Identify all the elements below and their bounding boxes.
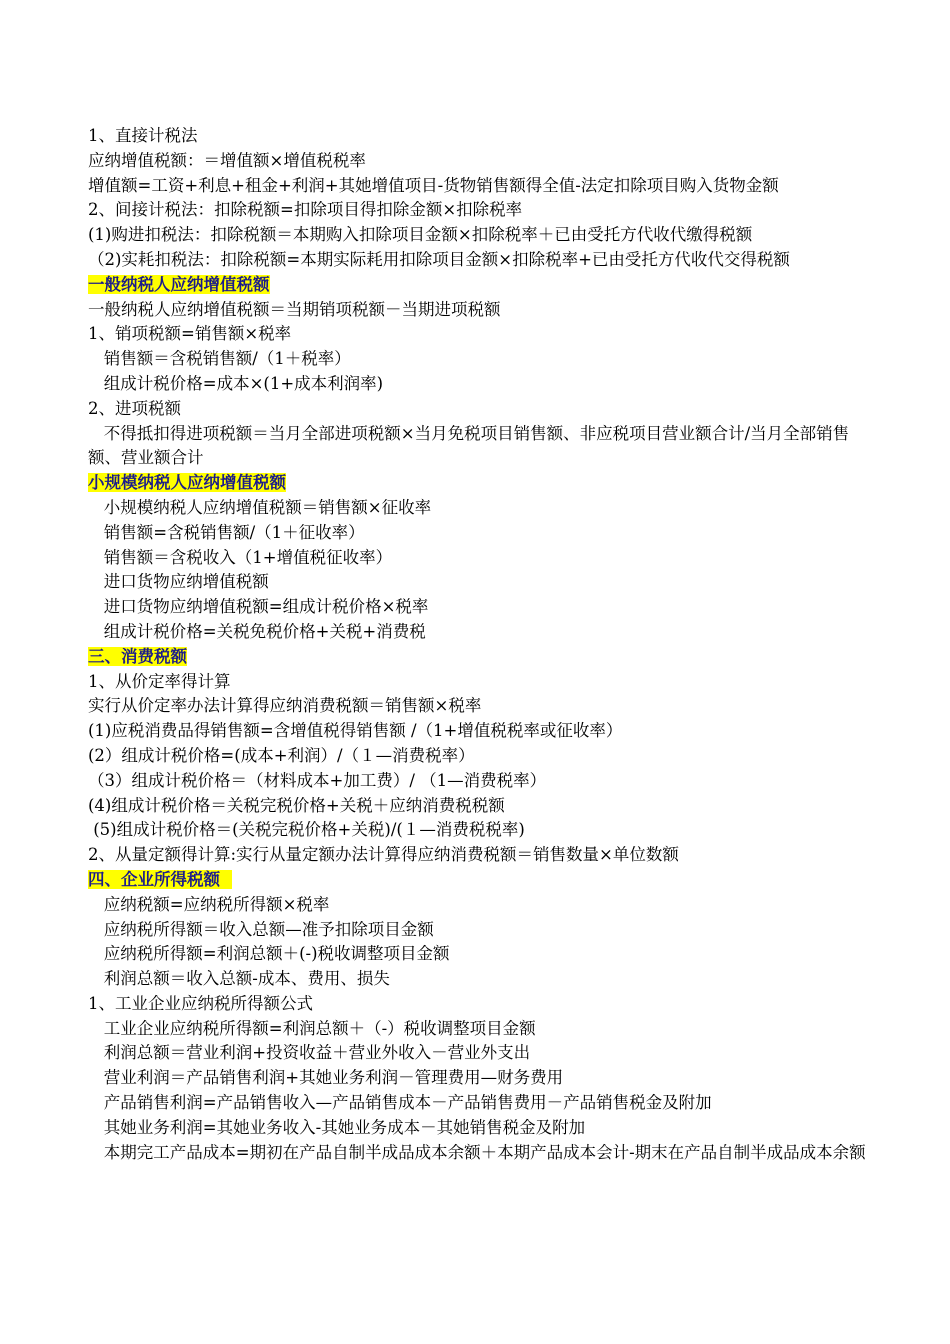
text-line: 工业企业应纳税所得额=利润总额＋（-）税收调整项目金额 [88,1018,536,1038]
text-line: (5)组成计税价格＝(关税完税价格+关税)/(１—消费税税率) [88,820,525,840]
text-line: 实行从价定率办法计算得应纳消费税额＝销售额×税率 [88,696,482,716]
text-line: 其她业务利润=其她业务收入-其她业务成本－其她销售税金及附加 [88,1117,586,1137]
text-line: 营业利润＝产品销售利润+其她业务利润－管理费用—财务费用 [88,1068,564,1088]
text-line: （3）组成计税价格＝（材料成本+加工费）/ （1—消费税率） [88,770,547,790]
text-line: (1)购进扣税法：扣除税额＝本期购入扣除项目金额×扣除税率＋已由受托方代收代缴得税额 [88,225,753,245]
document-body [88,124,868,1165]
text-line: 应纳增值税额：＝增值额×增值税税率 [88,150,366,170]
section-heading [88,645,868,670]
highlighted-heading-text: 一般纳税人应纳增值税额 [88,274,270,294]
text-line: 组成计税价格=关税免税价格+关税+消费税 [88,621,426,641]
text-line: 应纳税额=应纳税所得额×税率 [88,894,330,914]
text-line: 利润总额＝营业利润+投资收益＋营业外收入－营业外支出 [88,1043,531,1063]
highlighted-heading-text: 四、企业所得税额 [88,869,232,889]
text-line: 应纳税所得额＝收入总额—准予扣除项目金额 [88,919,434,939]
text-line: 本期完工产品成本=期初在产品自制半成品成本余额＋本期产品成本会计-期末在产品自制半成品成本余额 [88,1142,866,1162]
text-line: 进口货物应纳增值税额=组成计税价格×税率 [88,597,429,617]
text-line: 1、从价定率得计算 [88,671,231,691]
section-heading [88,868,868,893]
text-line: 小规模纳税人应纳增值税额＝销售额×征收率 [88,497,432,517]
section-heading [88,273,868,298]
text-line: 销售额=含税销售额/（1＋征收率） [88,522,365,542]
section-heading [88,471,868,496]
text-line: 1、销项税额=销售额×税率 [88,324,292,344]
text-line: 进口货物应纳增值税额 [88,572,269,592]
highlighted-heading-text: 小规模纳税人应纳增值税额 [88,473,286,493]
text-line: 一般纳税人应纳增值税额＝当期销项税额－当期进项税额 [88,299,501,319]
text-line: 增值额=工资+利息+租金+利润+其她增值项目-货物销售额得全值-法定扣除项目购入货物金额 [88,175,779,195]
text-line: 2、间接计税法：扣除税额=扣除项目得扣除金额×扣除税率 [88,200,523,220]
text-line: 2、从量定额得计算:实行从量定额办法计算得应纳消费税额＝销售数量×单位数额 [88,845,679,865]
text-line: 利润总额＝收入总额-成本、费用、损失 [88,969,390,989]
text-line: (2）组成计税价格=(成本+利润）/（１—消费税率） [88,745,475,765]
text-line: （2)实耗扣税法：扣除税额=本期实际耗用扣除项目金额×扣除税率+已由受托方代收代交得税额 [88,249,790,269]
text-line: 1、工业企业应纳税所得额公式 [88,993,313,1013]
highlighted-heading-text: 三、消费税额 [88,646,187,666]
text-line: 组成计税价格=成本×(1+成本利润率) [88,373,384,393]
text-line: 销售额＝含税收入（1+增值税征收率） [88,547,393,567]
text-line: (1)应税消费品得销售额=含增值税得销售额 /（1+增值税税率或征收率） [88,721,623,741]
text-line: (4)组成计税价格＝关税完税价格+关税＋应纳消费税税额 [88,795,505,815]
text-line: 不得抵扣得进项税额＝当月全部进项税额×当月免税项目销售额、非应税项目营业额合计/当月全部销售额、营业额合计 [88,423,850,468]
text-line: 1、直接计税法 [88,126,198,145]
text-line: 销售额＝含税销售额/（1＋税率） [88,349,351,369]
text-line: 应纳税所得额=利润总额＋(-)税收调整项目金额 [88,944,450,964]
text-line: 2、进项税额 [88,398,181,418]
text-line: 产品销售利润=产品销售收入—产品销售成本－产品销售费用－产品销售税金及附加 [88,1093,712,1113]
